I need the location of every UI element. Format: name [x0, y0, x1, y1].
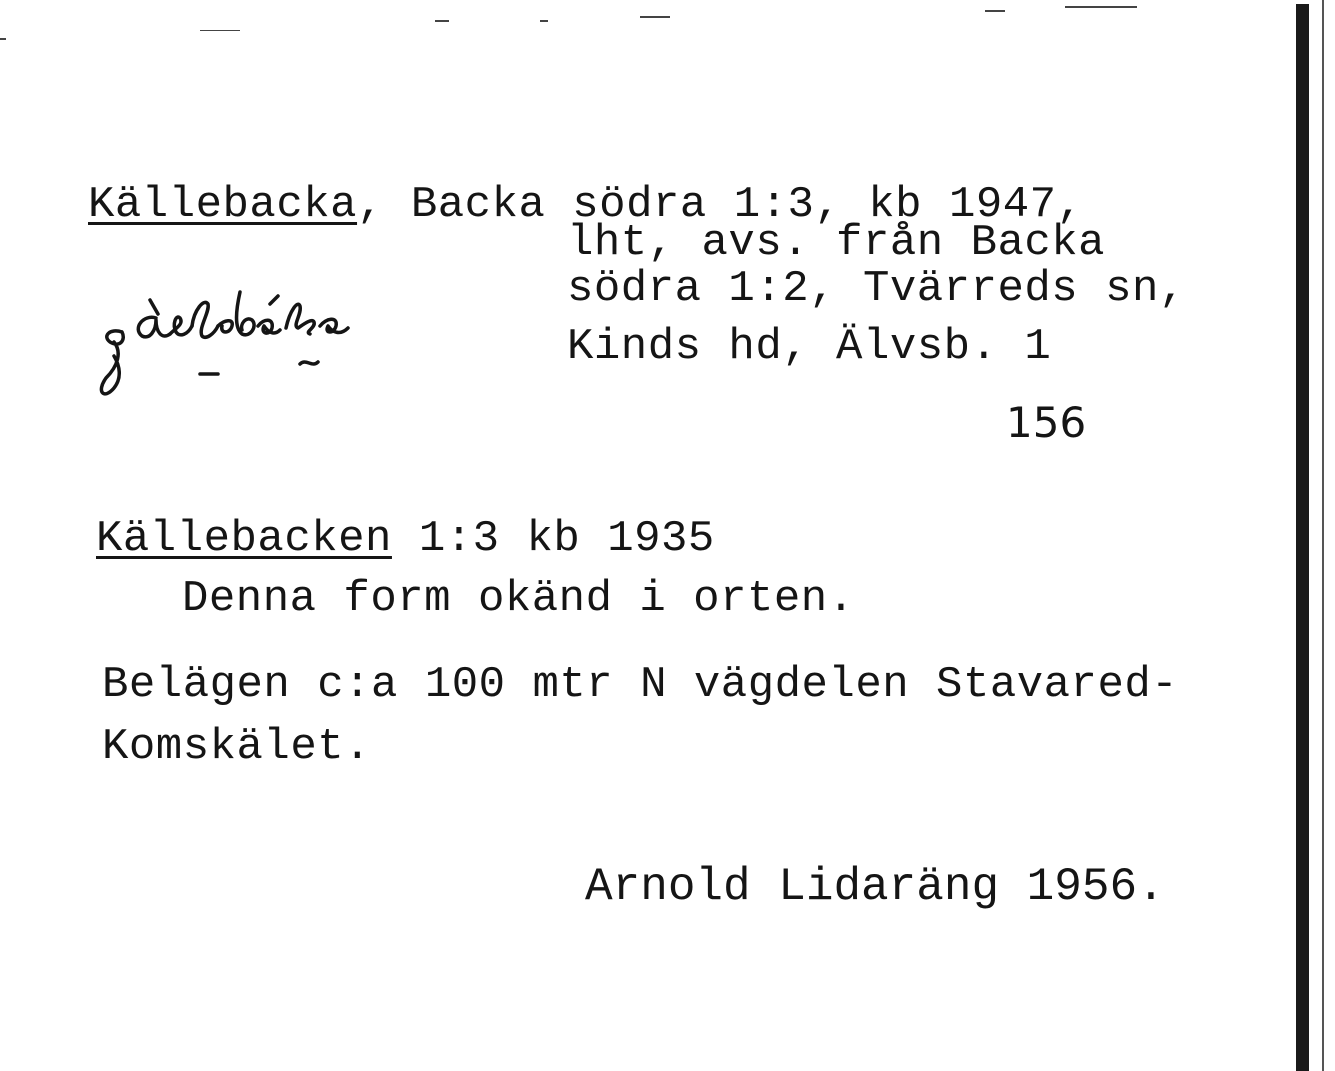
- entry1-name: Källebacka: [88, 180, 358, 230]
- scan-speck: [0, 38, 6, 40]
- page-number: 156: [1006, 398, 1087, 447]
- location-line2: Komskälet.: [102, 722, 372, 772]
- scan-speck: [200, 30, 240, 31]
- phonetic-transcription: [92, 270, 442, 410]
- entry1-rest: , Backa södra 1:3, kb 1947,: [357, 180, 1084, 230]
- scan-speck: [985, 10, 1005, 12]
- entry1-line4: Kinds hd, Älvsb. 1: [567, 322, 1052, 372]
- location-line1: Belägen c:a 100 mtr N vägdelen Stavared-: [102, 660, 1179, 710]
- scan-speck: [1065, 6, 1137, 8]
- signature: Arnold Lidaräng 1956.: [585, 861, 1165, 913]
- entry2-name: Källebacken: [96, 514, 392, 564]
- card-edge-line: [1322, 0, 1324, 1071]
- entry2-line1: [96, 514, 715, 564]
- scan-speck: [435, 20, 449, 22]
- entry1-line2: lht, avs. från Backa: [567, 218, 1106, 268]
- card-edge-shadow: [1296, 4, 1309, 1071]
- scan-speck: [540, 20, 548, 22]
- entry1-line3: södra 1:2, Tvärreds sn,: [567, 264, 1186, 314]
- entry2-rest: 1:3 kb 1935: [391, 514, 715, 564]
- entry2-note: Denna form okänd i orten.: [182, 574, 855, 624]
- scan-speck: [640, 16, 670, 18]
